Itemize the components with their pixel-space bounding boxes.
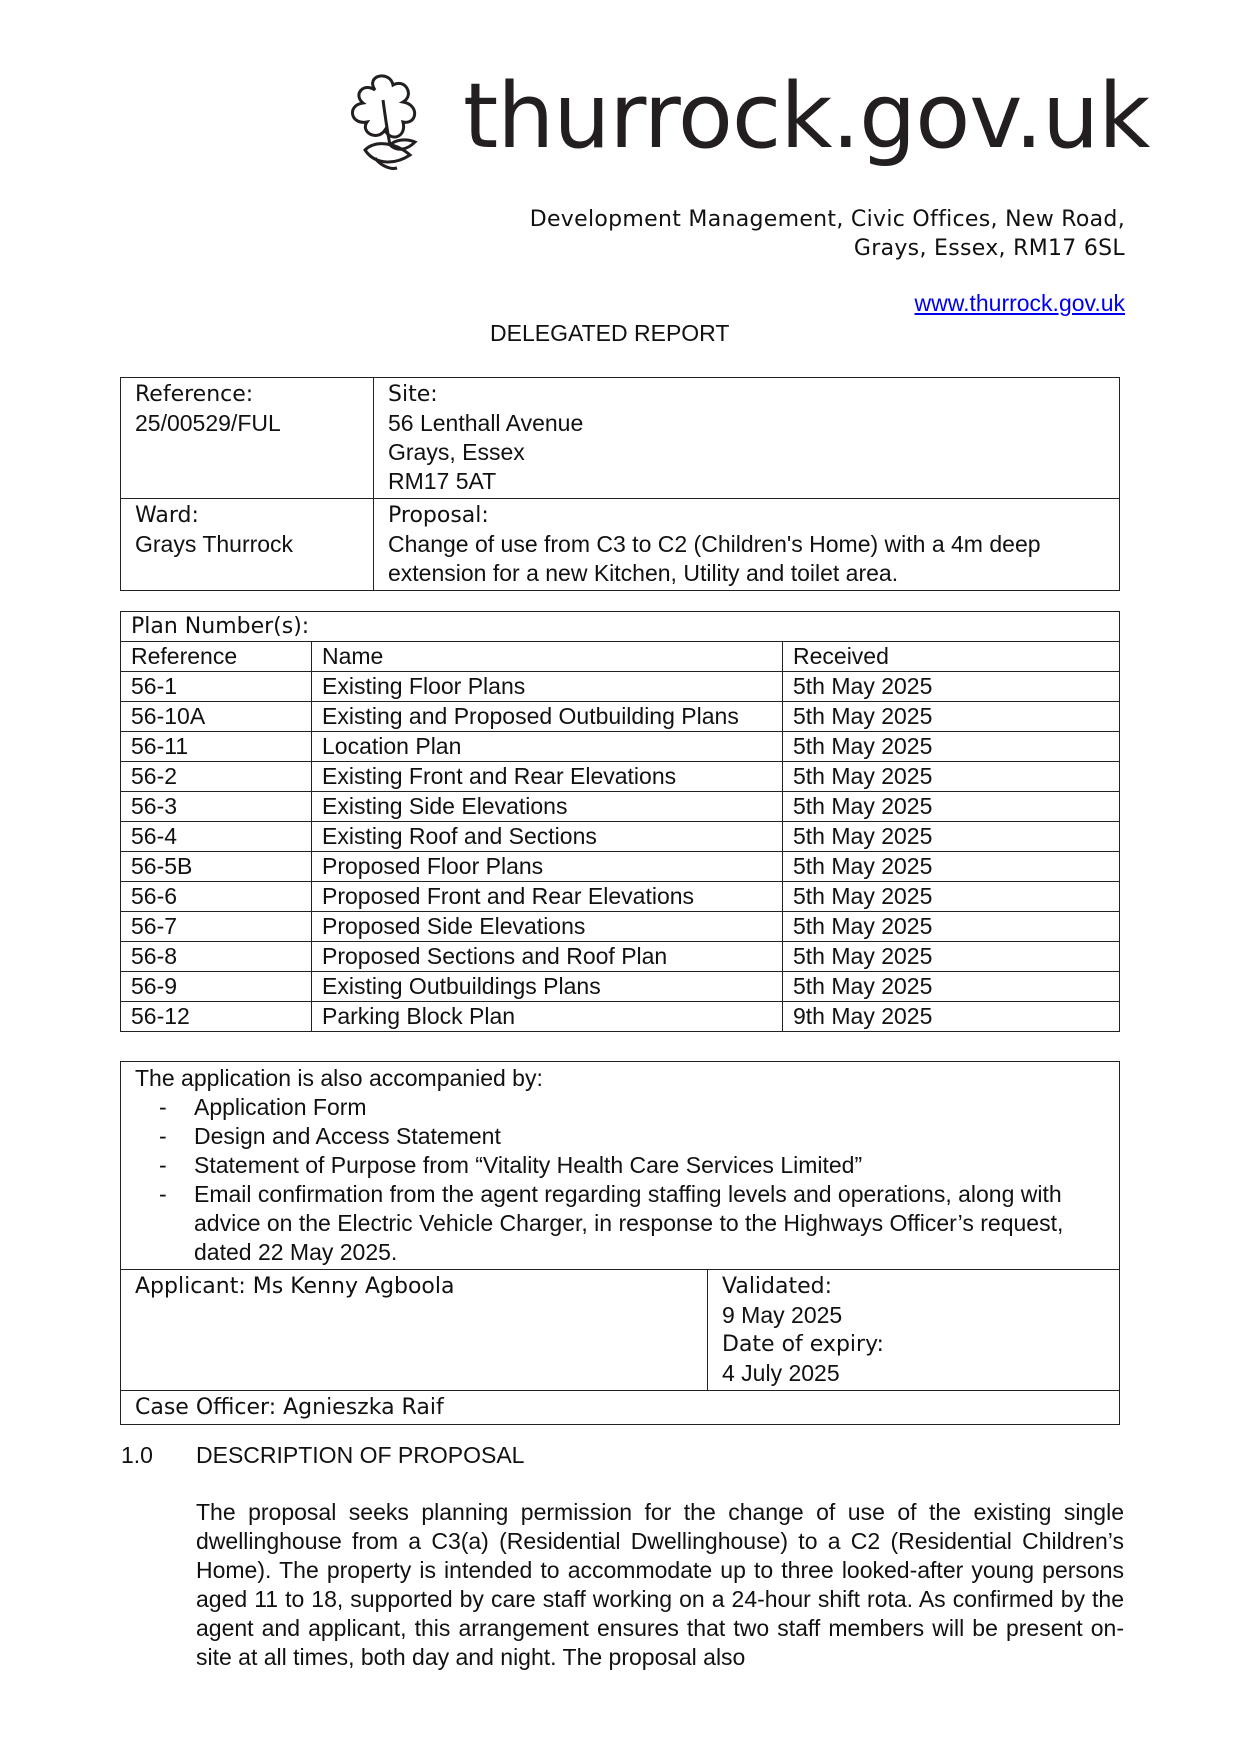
plan-received: 5th May 2025 bbox=[783, 942, 1120, 972]
site-cell bbox=[374, 378, 1120, 499]
plan-received: 5th May 2025 bbox=[783, 732, 1120, 762]
list-item: - Application Form bbox=[135, 1093, 1105, 1122]
site-line: Grays, Essex bbox=[388, 439, 525, 465]
council-logo bbox=[335, 64, 1150, 180]
reference-value: 25/00529/FUL bbox=[135, 410, 281, 436]
plan-received: 5th May 2025 bbox=[783, 882, 1120, 912]
plan-received: 5th May 2025 bbox=[783, 672, 1120, 702]
plan-received: 5th May 2025 bbox=[783, 762, 1120, 792]
accompanied-list bbox=[135, 1093, 1105, 1267]
site-line: RM17 5AT bbox=[388, 468, 497, 494]
column-header: Name bbox=[312, 642, 783, 672]
plan-reference: 56-6 bbox=[121, 882, 312, 912]
proposal-value: Change of use from C3 to C2 (Children's Home) with a 4m deep extension for a new Kitchen, Utility and toilet area. bbox=[388, 531, 1041, 586]
site-label: Site: bbox=[388, 382, 438, 407]
application-details-table bbox=[120, 1061, 1120, 1425]
plan-reference: 56-11 bbox=[121, 732, 312, 762]
ward-label: Ward: bbox=[135, 503, 199, 528]
table-row bbox=[121, 942, 1120, 972]
table-row bbox=[121, 792, 1120, 822]
reference-label: Reference: bbox=[135, 382, 254, 407]
expiry-label: Date of expiry: bbox=[722, 1332, 884, 1357]
table-row bbox=[121, 1002, 1120, 1032]
table-row bbox=[121, 672, 1120, 702]
validated-label: Validated: bbox=[722, 1274, 833, 1299]
plan-name: Parking Block Plan bbox=[312, 1002, 783, 1032]
address-line-1: Development Management, Civic Offices, New Road, bbox=[529, 207, 1125, 232]
proposal-label: Proposal: bbox=[388, 503, 489, 528]
plan-received: 5th May 2025 bbox=[783, 972, 1120, 1002]
plan-reference: 56-4 bbox=[121, 822, 312, 852]
table-row bbox=[121, 972, 1120, 1002]
section-number: 1.0 bbox=[121, 1442, 153, 1468]
validation-cell bbox=[708, 1270, 1120, 1391]
applicant-cell: Applicant: Ms Kenny Agboola bbox=[121, 1270, 708, 1391]
accompanied-intro: The application is also accompanied by: bbox=[135, 1065, 543, 1091]
column-header: Received bbox=[783, 642, 1120, 672]
table-row bbox=[121, 882, 1120, 912]
council-address bbox=[530, 205, 1125, 263]
plan-reference: 56-10A bbox=[121, 702, 312, 732]
case-officer-cell: Case Officer: Agnieszka Raif bbox=[121, 1391, 1120, 1425]
summary-table bbox=[120, 377, 1120, 591]
expiry-value: 4 July 2025 bbox=[722, 1360, 840, 1386]
proposal-cell bbox=[374, 499, 1120, 591]
website-link[interactable]: www.thurrock.gov.uk bbox=[914, 290, 1125, 316]
plan-received: 5th May 2025 bbox=[783, 822, 1120, 852]
validated-value: 9 May 2025 bbox=[722, 1302, 843, 1328]
section-title: DESCRIPTION OF PROPOSAL bbox=[196, 1442, 525, 1468]
table-row bbox=[121, 852, 1120, 882]
list-item: - Design and Access Statement bbox=[135, 1122, 1105, 1151]
plan-name: Proposed Side Elevations bbox=[312, 912, 783, 942]
table-row bbox=[121, 762, 1120, 792]
plan-header-row bbox=[121, 642, 1120, 672]
plan-reference: 56-5B bbox=[121, 852, 312, 882]
list-item: - Email confirmation from the agent regarding staffing levels and operations, along with advice on the Electric Vehicle Charger, in response to the Highways Officer’s request, dated 22 May 2025. bbox=[135, 1180, 1105, 1267]
plan-name: Proposed Floor Plans bbox=[312, 852, 783, 882]
plan-reference: 56-12 bbox=[121, 1002, 312, 1032]
plan-received: 5th May 2025 bbox=[783, 702, 1120, 732]
table-row bbox=[121, 912, 1120, 942]
table-row bbox=[121, 732, 1120, 762]
table-row bbox=[121, 702, 1120, 732]
plan-name: Existing Outbuildings Plans bbox=[312, 972, 783, 1002]
plan-reference: 56-7 bbox=[121, 912, 312, 942]
plan-name: Existing Floor Plans bbox=[312, 672, 783, 702]
plan-reference: 56-8 bbox=[121, 942, 312, 972]
plan-received: 5th May 2025 bbox=[783, 852, 1120, 882]
plan-received: 9th May 2025 bbox=[783, 1002, 1120, 1032]
plan-name: Existing Front and Rear Elevations bbox=[312, 762, 783, 792]
report-title: DELEGATED REPORT bbox=[490, 320, 730, 346]
column-header: Reference bbox=[121, 642, 312, 672]
plan-received: 5th May 2025 bbox=[783, 912, 1120, 942]
plan-name: Proposed Front and Rear Elevations bbox=[312, 882, 783, 912]
plan-name: Location Plan bbox=[312, 732, 783, 762]
accompanied-cell bbox=[121, 1062, 1120, 1270]
plan-numbers-label: Plan Number(s): bbox=[121, 612, 1120, 642]
ward-cell bbox=[121, 499, 374, 591]
plan-name: Proposed Sections and Roof Plan bbox=[312, 942, 783, 972]
list-item: - Statement of Purpose from “Vitality Health Care Services Limited” bbox=[135, 1151, 1105, 1180]
address-line-2: Grays, Essex, RM17 6SL bbox=[853, 236, 1125, 261]
plan-reference: 56-2 bbox=[121, 762, 312, 792]
site-line: 56 Lenthall Avenue bbox=[388, 410, 584, 436]
proposal-description-paragraph: The proposal seeks planning permission for the change of use of the existing single dwellinghouse from a C3(a) (Residential Dwellinghouse) to a C2 (Residential Children’s Home). The property is intended to accommodate up to three looked-after young persons aged 11 to 18, supported by care staff working on a 24-hour shift rota. As confirmed by the agent and applicant, this arrangement ensures that two staff members will be present on-site at all times, both day and night. The proposal also bbox=[196, 1499, 1124, 1670]
plan-reference: 56-9 bbox=[121, 972, 312, 1002]
plan-received: 5th May 2025 bbox=[783, 792, 1120, 822]
plan-name: Existing Roof and Sections bbox=[312, 822, 783, 852]
section-heading bbox=[121, 1442, 524, 1469]
plan-name: Existing Side Elevations bbox=[312, 792, 783, 822]
logo-text: thurrock.gov.uk bbox=[463, 64, 1150, 169]
plan-numbers-table bbox=[120, 611, 1120, 1032]
table-row bbox=[121, 822, 1120, 852]
plan-reference: 56-1 bbox=[121, 672, 312, 702]
plan-reference: 56-3 bbox=[121, 792, 312, 822]
plan-name: Existing and Proposed Outbuilding Plans bbox=[312, 702, 783, 732]
ward-value: Grays Thurrock bbox=[135, 531, 294, 557]
oak-leaf-icon bbox=[335, 70, 445, 180]
reference-cell bbox=[121, 378, 374, 499]
